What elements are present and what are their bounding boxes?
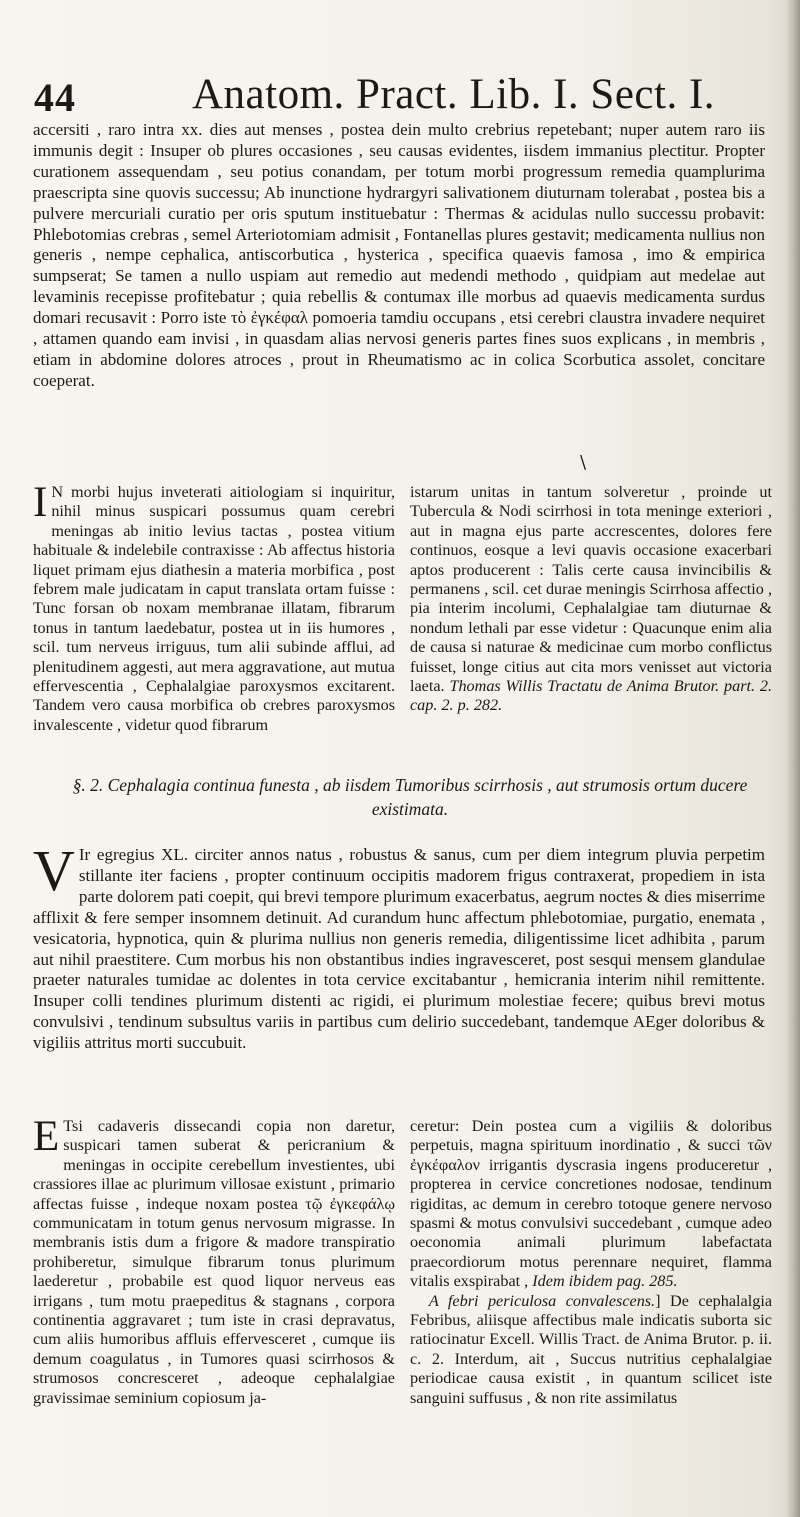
case-paragraph <box>33 838 765 1054</box>
dropcap-e: E <box>33 1113 60 1160</box>
scholium-1-left-column <box>33 479 395 735</box>
scholium-2-right-column <box>410 1117 772 1408</box>
scholium-1-right-column <box>410 483 772 716</box>
running-head: Anatom. Pract. Lib. I. Sect. I. <box>192 71 716 118</box>
scholium-2-right-text-2 <box>410 1292 772 1408</box>
scholium-2-right-text <box>410 1117 772 1292</box>
case-paragraph-body: Ir egregius XL. circiter annos natus , robustus & sanus, cum per diem integrum pluvia perpetim stillante iter faciens , propter continuum occipitis madorem frigus contraxerat, propediem in ista parte dolorem pati coepit, qui brevi tempore plurimum exacerbatus, aegrum noctes & dies miserrime afflixit & fere semper insomnem detinuit. Ad curandum hunc affectum phlebotomiae, purgatio, enemata , vesicatoria, hypnotica, quin & plurima nullius non generis remedia, diligentissime licet adhibita , parum aut nihil praestitere. Cum morbus his non obstantibus indies ingravesceret, post sesqui mensem glandulae praeter naturales tumidae ac dolentes in tota cervice excitabantur , hemicrania interim nihil remittente. Insuper colli tendines plurimum distenti ac rigidi, ei plurimum molestiae fecere; quibus brevi motus convulsivi , tendinum subsultus variis in partibus cum delirio succedebant, tandemque AEger doloribus & vigiliis attritus morti succubuit. <box>33 845 765 1053</box>
scholium-1-right-body: istarum unitas in tantum solveretur , proinde ut Tubercula & Nodi scirrhosi in tota meninge exteriori , aut in magna ejus parte accrescentes, dolores fere continuos, eosque a levi quavis occasione exacerbari aptos producerent : Talis certe causa invincibilis & permanens , scil. cet durae meningis Scirrhosa affectio , pia interim incolumi, Cephalalgiae tam diuturnae & nondum lethali par esse videtur : Quacunque enim alia de causa si naturae & medicinae cum morbo conflictus fuisset, longe citius aut cita mors venisset aut victoria laeta. <box>410 483 772 696</box>
scholium-2-left-column <box>33 1113 395 1408</box>
page-number: 44 <box>34 75 76 120</box>
scholium-2-left-text <box>33 1113 395 1408</box>
intro-paragraph-block <box>33 120 765 392</box>
scholium-2-right-body-2: ] De cephalalgia Febribus, aliisque affectibus male indicatis suborta sic ratiocinatur Excell. Willis Tract. de Anima Brutor. p. ii. c. 2. Interdum, ait , Succus nutritius cephalalgiae periodicae causa existit , in quantum scilicet iste sanguini suffusus , & non rite assimilatus <box>410 1291 773 1407</box>
dropcap-v: V <box>33 838 75 903</box>
scholium-1-right-text <box>410 483 772 716</box>
dropcap-i: I <box>33 479 48 526</box>
scholium-2-citation: Idem ibidem pag. 285. <box>532 1272 678 1291</box>
intro-paragraph: accersiti , raro intra xx. dies aut menses , postea dein multo crebrius repetebant; nuper autem raro iis immunis degit : Insuper ob plures occasiones , seu causas evidentes, iisdem immanius plectitur. Propter curationem assequendam , seu potius conandam, per totum morbi progressum remedia quamplurima praescripta sine quovis successu; Ab inunctione hydrargyri salivationem diuturnam tolerabat , postea bis a pulvere mercuriali curatio per oris sputum instituebatur : Thermas & acidulas nullo successu probavit: Phlebotomias crebras , semel Arteriotomiam admisit , Fontanellas plures gestavit; medicamenta nullius non generis , nempe cephalica, antiscorbutica , hysterica , specifica quaevis famosa , imo & empirica sumpserat; Se tamen a nullo uspiam aut remedio aut medendi methodo , quidpiam aut medelae aut levaminis recepisse profitebatur ; quia rebellis & contumax ille morbus ad quaevis medicamenta surdus domari recusavit : Porro iste τὸ ἐγκέφαλ pomoeria tamdiu occupans , etsi cerebri claustra invadere nequiret , attamen quando eam invisi , in quasdam alias nervosi generis partes fines suos explicans , in membris , etiam in abdomine dolores atroces , prout in Rheumatismo ac in colica Scorbutica assolet, concitare coeperat. <box>33 120 765 390</box>
page-header <box>30 66 780 124</box>
section-heading: §. 2. Cephalagia continua funesta , ab iisdem Tumoribus scirrhosis , aut strumosis ortum ducere existimata. <box>72 775 748 819</box>
scholium-2-note-label: A febri periculosa convalescens. <box>428 1291 656 1310</box>
scholium-2-left-body: Tsi cadaveris dissecandi copia non daretur, suspicari tamen suberat & pericranium & meningas in occipite cerebellum investientes, ubi crassiores illae ac plurimum villosae existunt , primario affectas fuisse , indeque noxam postea τῷ ἐγκεφάλῳ communicatam in totum genus nervosum migrasse. In membranis istis dum a frigore & madore transpiratio prohiberetur, simulque fibrarum tonus plurimum laederetur , probabile est quod liquor nerveus eas irrigans , tum motu praepeditus & stagnans , corpora continentia aggravaret ; tum iste in crasi depravatus, cum aliis humoribus affluis effervesceret , cumque iis demum coagulatus , in Tumores quasi scirrhosos & strumosos concresceret , adeoque cephalalgiae gravissimae seminium copiosum ja- <box>33 1117 395 1407</box>
page-edge-shadow <box>786 0 800 1517</box>
scholium-1-citation: Thomas Willis Tractatu de Anima Brutor. part. 2. cap. 2. p. 282. <box>410 677 773 715</box>
case-paragraph-block <box>33 838 765 1054</box>
stray-mark: \ <box>580 452 587 473</box>
scholium-1-left-body: N morbi hujus inveterati aitiologiam si inquiritur, nihil minus suspicari possumus quam cerebri meningas ab initio levius tactas , postea vitium habituale & indelebile contraxisse : Ab affectus historia liquet primam ejus diathesin a materia morbifica , post febrem male judicatam in caput translata ortam fuisse : Tunc forsan ob noxam membranae illatam, fibrarum tonus in tantum laedebatur, postea ut in iis humores , scil. tum nerveus irriguus, tum alii subinde afflui, ad plenitudinem aggesti, aut mera aggravatione, aut mutua effervescentia , Cephalalgiae paroxysmos excitarent. Tandem vero causa morbifica ob crebres paroxysmos invalescente , videtur quod fibrarum <box>33 483 395 734</box>
scholium-2-right-body: ceretur: Dein postea cum a vigiliis & doloribus perpetuis, magna spirituum inordinatio , & succi τῶν ἐγκέφαλον irrigantis dyscrasia ingens produceretur , propterea in cervice concretiones nodosae, tendinum rigiditas, ac demum in cerebro totoque genere nervoso spasmi & motus convulsivi succedebant , cumque adeo oeconomia animali plurimum labefactata praecordiorum motus perennare nequiret, flamma vitalis exspirabat , <box>410 1117 772 1291</box>
scholium-1-left-text <box>33 479 395 735</box>
